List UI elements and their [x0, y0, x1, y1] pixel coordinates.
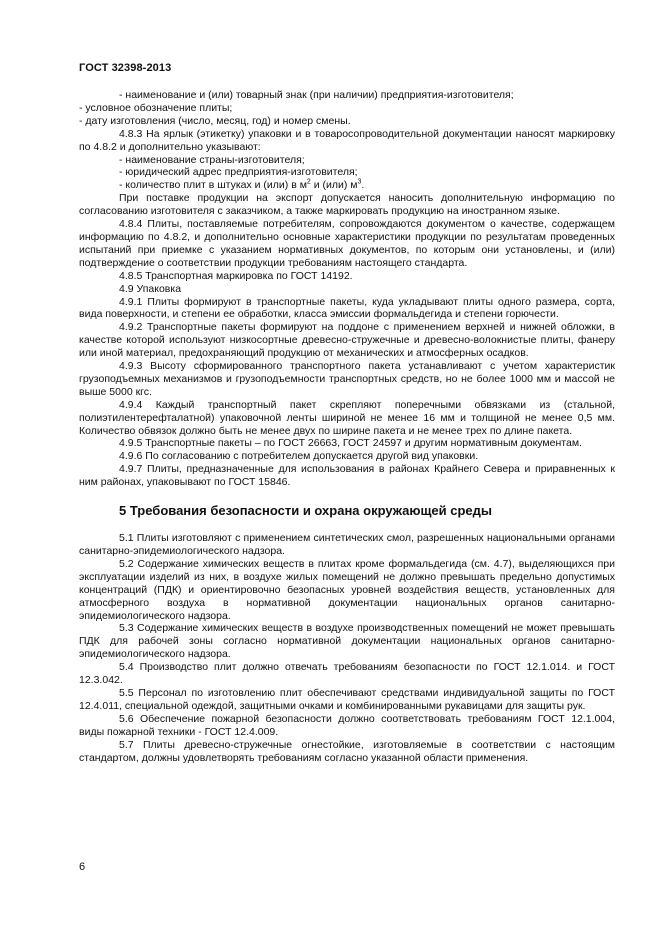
paragraph-4-9-5: 4.9.5 Транспортные пакеты – по ГОСТ 26663, ГОСТ 24597 и другим нормативным документам.: [119, 437, 582, 450]
paragraph-4-9-3: 4.9.3 Высоту сформированного транспортного пакета устанавливают с учетом характеристик грузоподъемных механизмов и грузоподъемности транспортных средств, но не более 1000 мм и массой не выше 5000 кгс.: [79, 360, 615, 398]
paragraph-4-9-1: 4.9.1 Плиты формируют в транспортные пакеты, куда укладывают плиты одного размера, сорта, вида поверхности, и степени ее обработки, класса эмиссии формальдегида и степени горючести.: [79, 295, 615, 321]
paragraph-5-7: 5.7 Плиты древесно-стружечные огнестойкие, изготовляемые в соответствии с настоящим стандартом, должны удовлетворять требованиям согласно указанной области применения.: [79, 738, 615, 764]
quantity-text-end: .: [361, 179, 365, 192]
list-item-quantity: [79, 179, 615, 192]
paragraph-5-5: 5.5 Персонал по изготовлению плит обеспечивают средствами индивидуальной защиты по ГОСТ 12.4.011, специальной одеждой, защитными очками и комбинированными рукавицами для защиты рук.: [79, 686, 615, 712]
paragraph-4-9-4: 4.9.4 Каждый транспортный пакет скрепляют поперечными обвязками из (стальной, полиэтилентерефталатной) упаковочной ленты шириной не менее 16 мм и толщиной не менее 0,5 мм. Количество обвязок должно быть не менее двух по ширине пакета и не менее трех по длине пакета.: [79, 398, 615, 437]
paragraph-5-2: 5.2 Содержание химических веществ в плитах кроме формальдегида (см. 4.7), выделяющихся при эксплуатации изделий из них, в воздухе жилых помещений не должно превышать предельно допустимых концентраций (ПДК) и ориентировочно безопасных уровней воздействия веществ, установленных для атмосферного воздуха в нормативной документации национальных органов санитарно-эпидемиологического надзора.: [79, 557, 615, 622]
list-item: - наименование страны-изготовителя;: [119, 153, 305, 166]
quantity-text-2: и (или) м: [310, 179, 358, 192]
page-number: 6: [79, 861, 86, 873]
paragraph-4-9-2: 4.9.2 Транспортные пакеты формируют на поддоне с применением верхней и нижней обложки, в качестве которой используют низкосортные древесно-стружечные и древесно-волокнистые плиты, фанеру или иной материал, предохраняющий продукцию от механических и атмосферных осадков.: [79, 321, 615, 360]
paragraph-5-3: 5.3 Содержание химических веществ в воздухе производственных помещений не может превышать ПДК для рабочей зоны согласно нормативной документации национальных органов санитарно-эпидемиологического надзора.: [79, 622, 615, 661]
paragraph-4-9-6: 4.9.6 По согласованию с потребителем допускается другой вид упаковки.: [119, 450, 479, 463]
list-item: - дату изготовления (число, месяц, год) и номер смены.: [79, 114, 351, 127]
paragraph-4-8-5: 4.8.5 Транспортная маркировка по ГОСТ 14192.: [119, 269, 353, 282]
section-5-title: 5 Требования безопасности и охрана окружающей среды: [119, 503, 493, 519]
document-header: ГОСТ 32398-2013: [79, 62, 172, 74]
superscript-3: 3: [357, 178, 362, 186]
paragraph-5-1: 5.1 Плиты изготовляют с применением синтетических смол, разрешенных национальными органами санитарно-эпидемиологического надзора.: [79, 532, 615, 557]
subsection-4-9-title: 4.9 Упаковка: [119, 282, 182, 295]
paragraph-5-6: 5.6 Обеспечение пожарной безопасности должно соответствовать требованиям ГОСТ 12.1.004, виды пожарной техники - ГОСТ 12.4.009.: [79, 712, 615, 738]
paragraph-4-8-4: 4.8.4 Плиты, поставляемые потребителям, сопровождаются документом о качестве, содержащем информацию по 4.8.2, и дополнительно основные характеристики продукции по результатам проведенных испытаний при приемке с указанием нормативных документов, по которым они установлены, и (или) подтверждение о соответствии продукции требованиям настоящего стандарта.: [79, 218, 615, 269]
quantity-text: - количество плит в штуках и (или) в м: [119, 179, 307, 192]
document-body: [79, 89, 615, 764]
paragraph-export: При поставке продукции на экспорт допускается наносить дополнительную информацию по согласованию изготовителя с заказчиком, а также маркировать продукцию на иностранном языке.: [79, 192, 615, 218]
paragraph-5-4: 5.4 Производство плит должно отвечать требованиям безопасности по ГОСТ 12.1.014. и ГОСТ 12.3.042.: [79, 661, 615, 687]
paragraph-4-8-3: 4.8.3 На ярлык (этикетку) упаковки и в товаросопроводительной документации наносят маркировку по 4.8.2 и дополнительно указывают:: [79, 127, 615, 153]
list-item: - условное обозначение плиты;: [79, 101, 233, 114]
superscript-2: 2: [306, 178, 311, 186]
paragraph-4-9-7: 4.9.7 Плиты, предназначенные для использования в районах Крайнего Севера и приравненных к ним районах, упаковывают по ГОСТ 15846.: [79, 463, 615, 489]
list-item: - наименование и (или) товарный знак (при наличии) предприятия-изготовителя;: [119, 89, 514, 101]
list-item: - юридический адрес предприятия-изготовителя;: [119, 166, 358, 179]
